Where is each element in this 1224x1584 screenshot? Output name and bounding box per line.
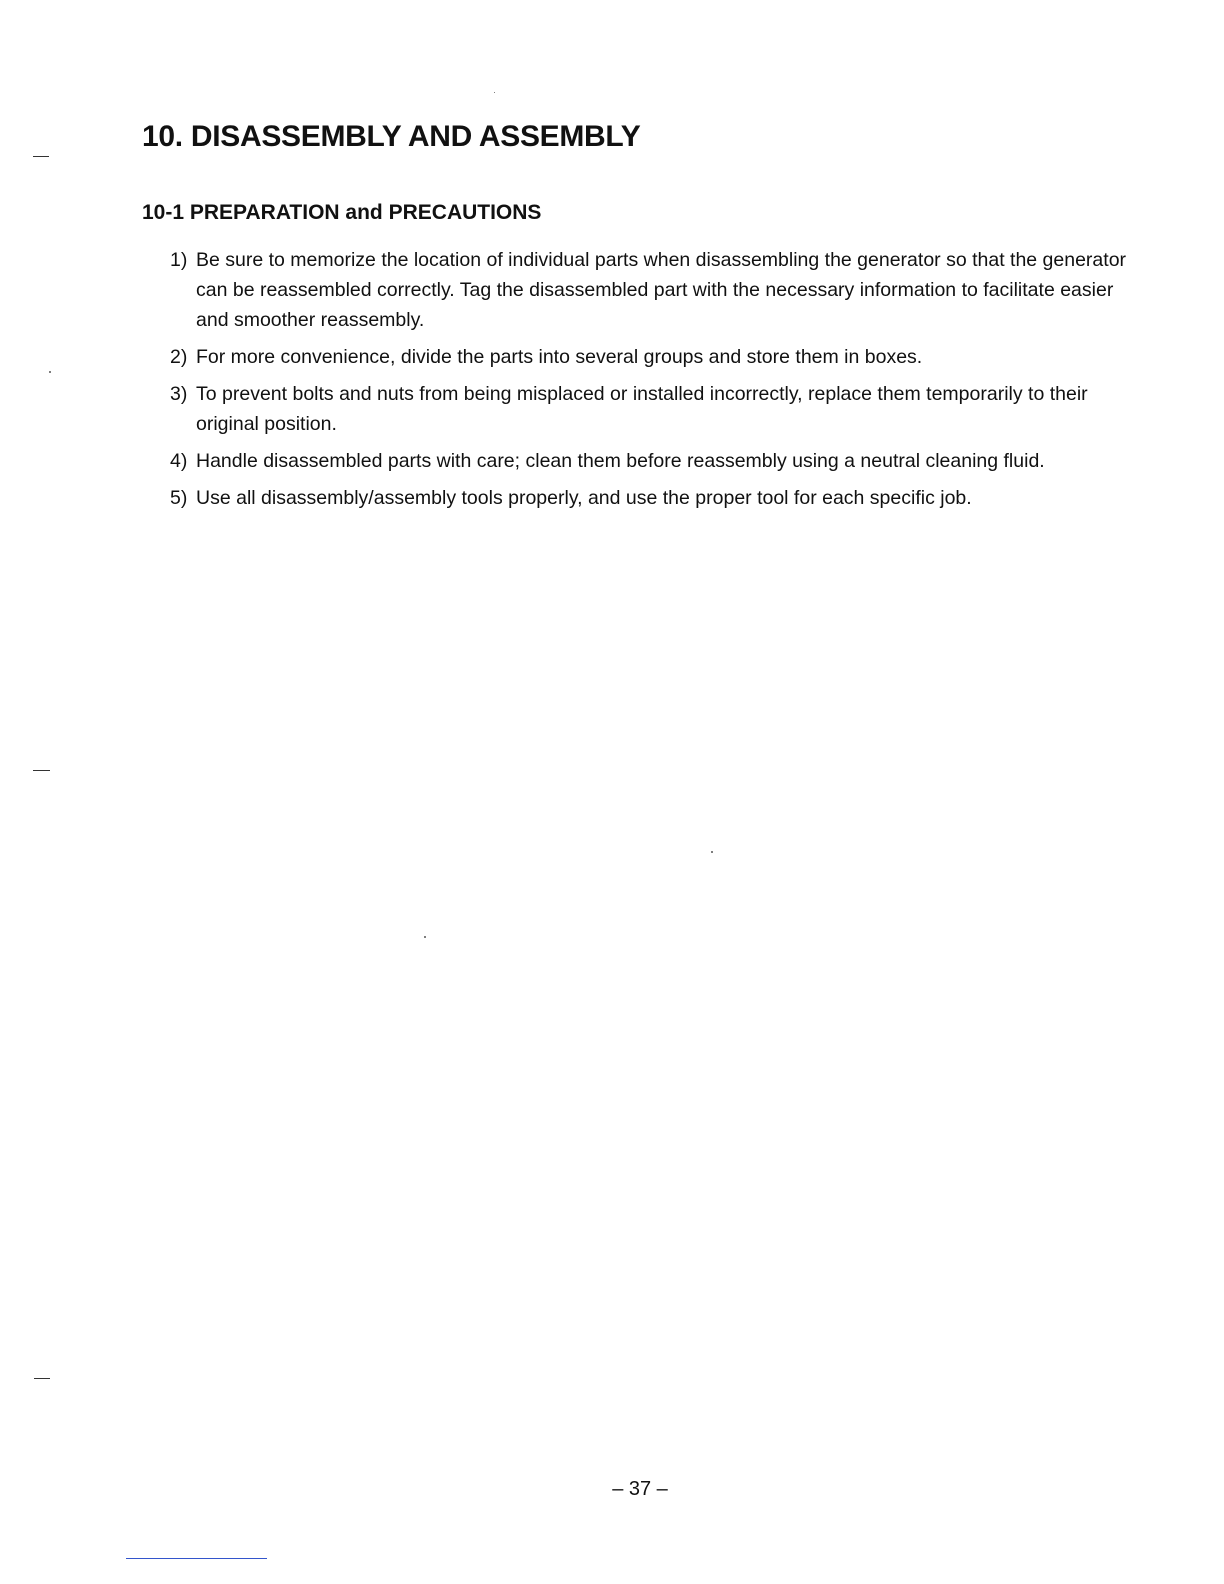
- scan-speck: [711, 851, 713, 853]
- item-text: Handle disassembled parts with care; clean them before reassembly using a neutral cleaning fluid.: [196, 450, 1045, 472]
- list-item: [170, 342, 1130, 372]
- page-number: – 37 –: [612, 1478, 668, 1500]
- bottom-rule: [126, 1558, 267, 1559]
- list-item: [170, 245, 1130, 335]
- item-text: To prevent bolts and nuts from being misplaced or installed incorrectly, replace them temporarily to their original position.: [196, 383, 1088, 435]
- section-title: 10-1 PREPARATION and PRECAUTIONS: [142, 201, 542, 224]
- margin-mark: [33, 156, 49, 157]
- list-item: [170, 483, 1130, 513]
- item-number: 3): [170, 383, 188, 405]
- margin-mark: [33, 770, 50, 771]
- item-number: 1): [170, 249, 188, 271]
- list-item: [170, 446, 1130, 476]
- chapter-title: 10. DISASSEMBLY AND ASSEMBLY: [142, 120, 641, 153]
- margin-mark: [34, 1378, 50, 1379]
- list-item: [170, 379, 1130, 439]
- precautions-list: [170, 245, 1130, 520]
- item-number: 2): [170, 346, 188, 368]
- item-number: 5): [170, 487, 188, 509]
- item-text: Be sure to memorize the location of individual parts when disassembling the generator so that the generator can be reassembled correctly. Tag the disassembled part with the necessary information to facilitate easier and smoother reassembly.: [196, 249, 1127, 331]
- scan-speck: [424, 936, 426, 938]
- item-text: Use all disassembly/assembly tools properly, and use the proper tool for each specific job.: [196, 487, 972, 509]
- scan-speck: [49, 371, 51, 373]
- item-number: 4): [170, 450, 188, 472]
- scan-speck: [494, 92, 495, 93]
- item-text: For more convenience, divide the parts into several groups and store them in boxes.: [196, 346, 923, 368]
